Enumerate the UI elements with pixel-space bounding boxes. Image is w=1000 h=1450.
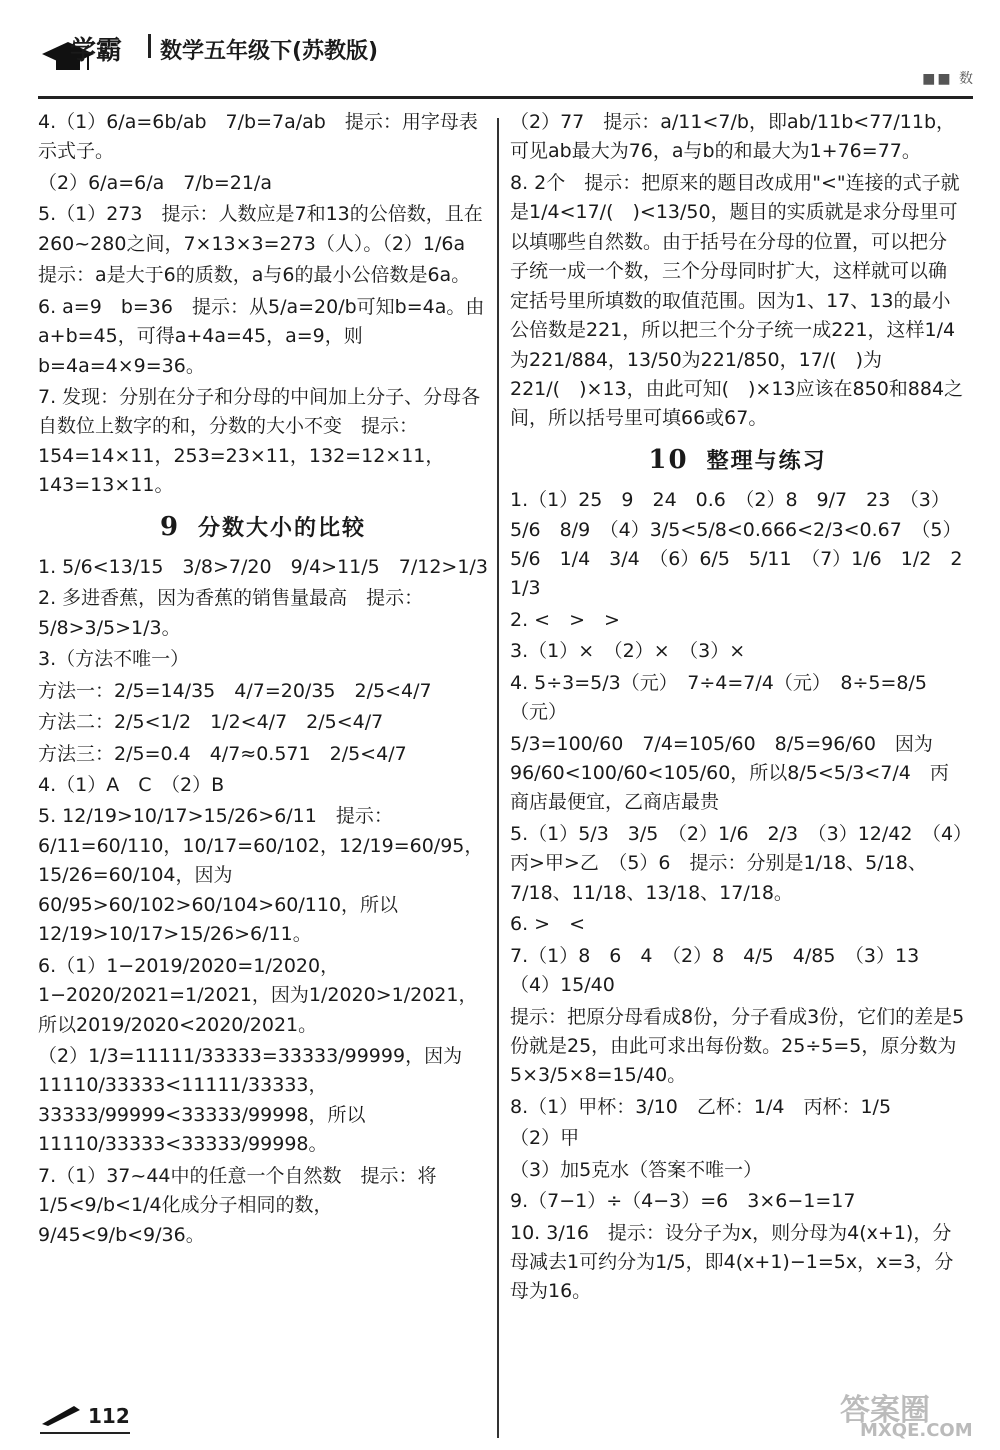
answer-item: 7.（1）37~44中的任意一个自然数 提示：将1/5<9/b<1/4化成分子相同的数，9/45<9/b<9/36。: [38, 1164, 437, 1246]
answer-item: 3.（1）× （2）× （3）×: [510, 640, 746, 663]
answer-item: 2. < > >: [510, 608, 620, 631]
answer-item: 6. a=9 b=36 提示：从5/a=20/b可知b=4a。由a+b=45，可得a+4a=45，a=9，则b=4a=4×9=36。: [38, 295, 485, 377]
section-title: 分数大小的比较: [198, 515, 367, 541]
section-heading: [510, 440, 965, 480]
answer-item: 5.（1）5/3 3/5 （2）1/6 2/3 （3）12/42 （4）丙>甲>乙 （5）6 提示：分别是1/18、5/18、7/18、11/18、13/18、17/18。: [510, 822, 963, 904]
brand-title: 学霸: [70, 36, 123, 66]
watermark: 答案圈: [840, 1393, 930, 1428]
answer-item: 8. 2个 提示：把原来的题目改成用"<"连接的式子就是1/4<17/( )<13/50，题目的实质就是求分母里可以填哪些自然数。由于括号在分母的位置，可以把分子统一成一个数，三个分母同时扩大，这样就可以确定括号里所填数的取值范围。因为1、17、13的最小公倍数是221，所以把三个分子统一成221，这样1/4为221/884，13/50为221/850，17/( )为221/( )×13，由此可知( )×13应该在850和884之间，所以括号里可填66或67。: [510, 171, 964, 430]
answer-item: 提示：a是大于6的质数，a与6的最小公倍数是6a。: [38, 264, 471, 287]
answer-item: 5. 12/19>10/17>15/26>6/11 提示：6/11=60/110，10/17=60/102，12/19=60/95，15/26=60/104，因为60/95>60/102>60/104>60/110，所以12/19>10/17>15/26>6/11。: [38, 805, 484, 946]
section-heading: [38, 507, 488, 547]
column-divider: [497, 118, 499, 1438]
answer-item: 10. 3/16 提示：设分子为x，则分母为4(x+1)，分母减去1可约分为1/5，即4(x+1)−1=5x，x=3，分母为16。: [510, 1221, 954, 1303]
section-number: 9: [159, 511, 181, 542]
answer-item: 4.（1）A C （2）B: [38, 774, 225, 797]
answer-item: 5/3=100/60 7/4=105/60 8/5=96/60 因为96/60<100/60<105/60，所以8/5<5/3<7/4 丙商店最便宜，乙商店最贵: [510, 732, 949, 814]
answer-item: 方法二：2/5<1/2 1/2<4/7 2/5<4/7: [38, 711, 384, 734]
section-title: 整理与练习: [706, 448, 827, 474]
pencil-icon: [40, 1404, 84, 1428]
right-column: [510, 108, 982, 1309]
answer-item: 4. 5÷3=5/3（元） 7÷4=7/4（元） 8÷5=8/5（元）: [510, 671, 927, 724]
answer-item: 5.（1）273 提示：人数应是7和13的公倍数，且在260~280之间，7×13×3=273（人）。（2）1/6a: [38, 203, 483, 255]
section-number: 10: [648, 444, 689, 475]
answer-item: 3.（方法不唯一）: [38, 648, 190, 671]
answer-item: 6. > <: [510, 913, 586, 936]
book-title: 数学五年级下(苏教版): [160, 39, 379, 64]
left-column: [38, 108, 488, 1252]
answer-item: 8.（1）甲杯：3/10 乙杯：1/4 丙杯：1/5: [510, 1095, 892, 1118]
answer-item: 方法一：2/5=14/35 4/7=20/35 2/5<4/7: [38, 679, 432, 702]
answer-item: 提示：把原分母看成8份，分子看成3份，它们的差是5份就是25，由此可求出每份数。25÷5=5，原分数为5×3/5×8=15/40。: [510, 1005, 965, 1087]
footer-rule: [40, 1432, 130, 1434]
answer-item: 1. 5/6<13/15 3/8>7/20 9/4>11/5 7/12>1/3: [38, 555, 488, 578]
answer-item: 7.（1）8 6 4 （2）8 4/5 4/85 （3）13 （4）15/40: [510, 944, 939, 997]
answer-item: （3）加5克水（答案不唯一）: [510, 1158, 763, 1181]
answer-item: （2）6/a=6/a 7/b=21/a: [38, 171, 272, 194]
header-corner-mark: ■■ 数: [922, 71, 975, 87]
answer-item: 4.（1）6/a=6b/ab 7/b=7a/ab 提示：用字母表示式子。: [38, 111, 478, 163]
answer-item: （2）1/3=11111/33333=33333/99999，因为11110/33333<11111/33333，33333/99999<33333/99998，所以11110/33333<33333/99998。: [38, 1044, 463, 1156]
answer-item: （2）77 提示：a/11<7/b，即ab/11b<77/11b，可见ab最大为76，a与b的和最大为1+76=77。: [510, 111, 956, 163]
answer-item: 9.（7−1）÷（4−3）=6 3×6−1=17: [510, 1190, 856, 1213]
answer-item: 1.（1）25 9 24 0.6 （2）8 9/7 23 （3）5/6 8/9 （4）3/5<5/8<0.666<2/3<0.67 （5）5/6 1/4 3/4 （6）6/5 5/11 （7）1/6 1/2 2 1/3: [510, 489, 982, 600]
answer-item: 6.（1）1−2019/2020=1/2020，1−2020/2021=1/2021，因为1/2020>1/2021，所以2019/2020<2020/2021。: [38, 954, 478, 1036]
page-number: 112: [88, 1404, 130, 1428]
header-separator: [148, 34, 151, 58]
header-rule: [38, 96, 973, 99]
answer-item: 2. 多进香蕉，因为香蕉的销售量最高 提示：5/8>3/5>1/3。: [38, 587, 424, 639]
answer-item: 方法三：2/5=0.4 4/7≈0.571 2/5<4/7: [38, 742, 407, 765]
watermark-url: MXQE.COM: [860, 1420, 973, 1441]
answer-item: 7. 发现：分别在分子和分母的中间加上分子、分母各自数位上数字的和，分数的大小不变 提示：154=14×11，253=23×11，132=12×11，143=13×11。: [38, 385, 481, 497]
answer-item: （2）甲: [510, 1127, 580, 1150]
